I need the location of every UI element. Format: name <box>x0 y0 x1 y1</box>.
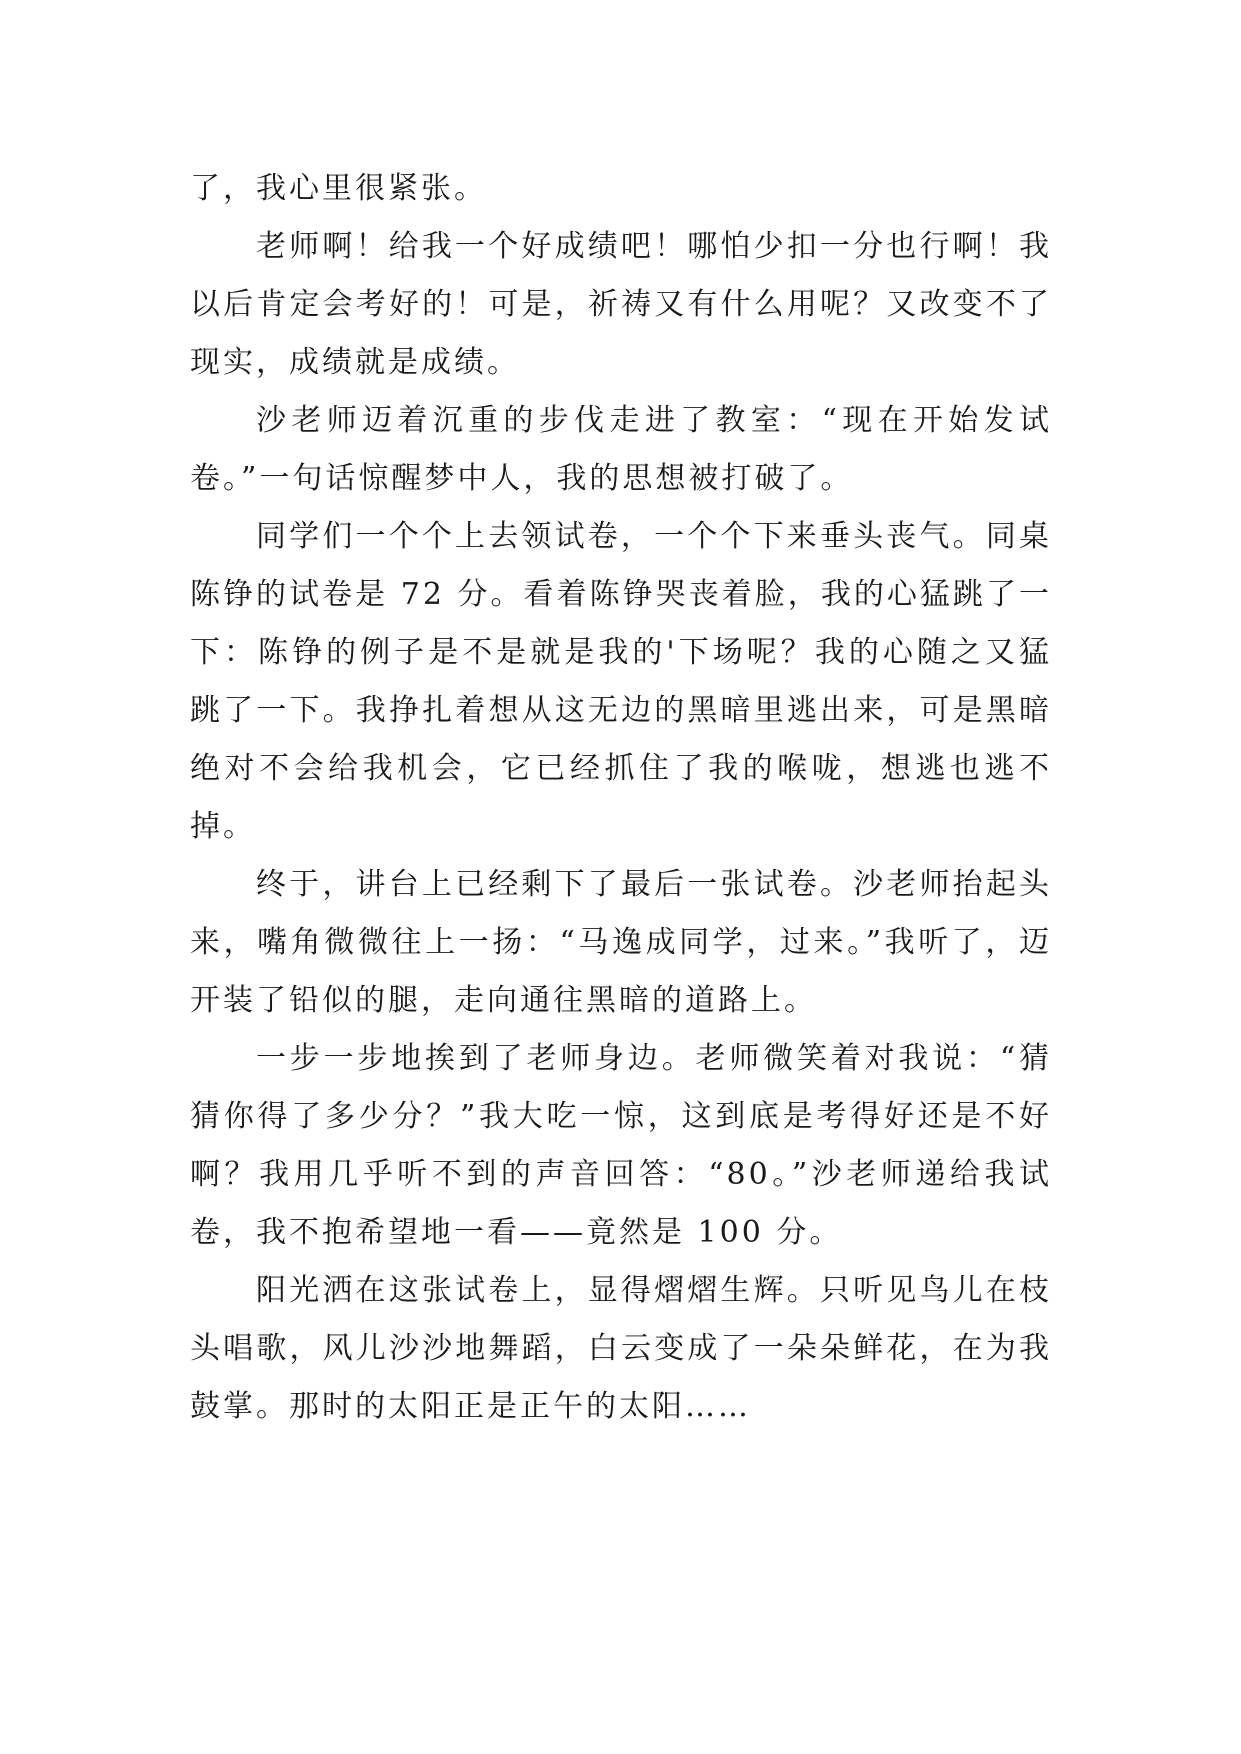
paragraph: 一步一步地挨到了老师身边。老师微笑着对我说：“猜猜你得了多少分？”我大吃一惊，这到底是考得好还是不好啊？我用几乎听不到的声音回答：“80。”沙老师递给我试卷，我不抱希望地一看——竟然是 100 分。 <box>190 1041 1052 1250</box>
paragraph: 老师啊！给我一个好成绩吧！哪怕少扣一分也行啊！我以后肯定会考好的！可是，祈祷又有什么用呢？又改变不了现实，成绩就是成绩。 <box>190 229 1052 380</box>
paragraph: 终于，讲台上已经剩下了最后一张试卷。沙老师抬起头来，嘴角微微往上一扬：“马逸成同学，过来。”我听了，迈开装了铅似的腿，走向通往黑暗的道路上。 <box>190 867 1052 1018</box>
document-body <box>190 160 1052 1436</box>
paragraph: 了，我心里很紧张。 <box>190 171 487 206</box>
paragraph: 沙老师迈着沉重的步伐走进了教室：“现在开始发试卷。”一句话惊醒梦中人，我的思想被打破了。 <box>190 403 1052 496</box>
paragraph: 阳光洒在这张试卷上，显得熠熠生辉。只听见鸟儿在枝头唱歌，风儿沙沙地舞蹈，白云变成了一朵朵鲜花，在为我鼓掌。那时的太阳正是正午的太阳…… <box>190 1273 1052 1424</box>
paragraph: 同学们一个个上去领试卷，一个个下来垂头丧气。同桌陈铮的试卷是 72 分。看着陈铮哭丧着脸，我的心猛跳了一下：陈铮的例子是不是就是我的'下场呢？我的心随之又猛跳了一下。我挣扎着想从这无边的黑暗里逃出来，可是黑暗绝对不会给我机会，它已经抓住了我的喉咙，想逃也逃不掉。 <box>190 519 1052 844</box>
